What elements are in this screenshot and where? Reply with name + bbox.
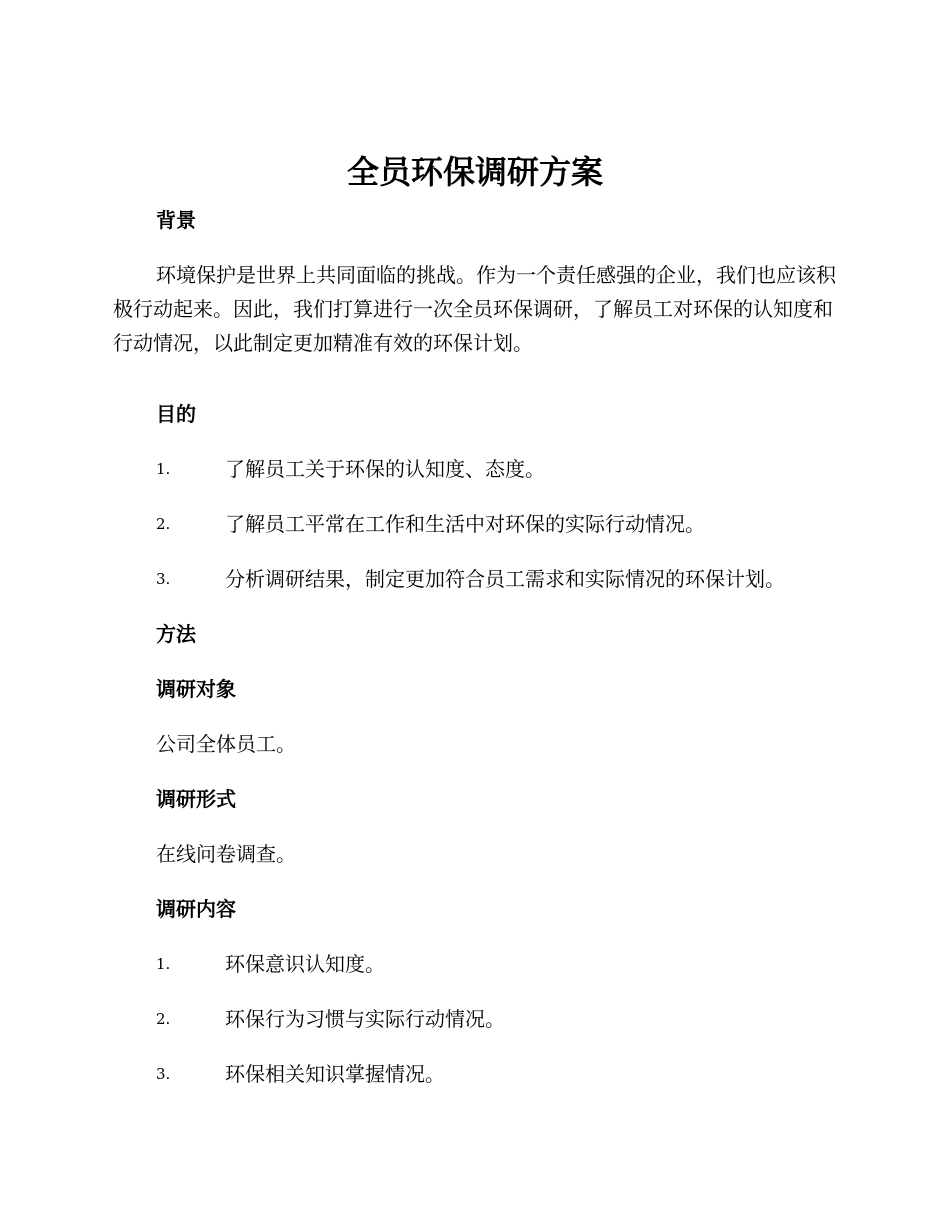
method-heading: 方法 xyxy=(156,622,196,646)
content-list-item xyxy=(156,1005,856,1033)
survey-target-heading: 调研对象 xyxy=(156,677,236,701)
purpose-list-item xyxy=(156,565,856,593)
survey-target-text: 公司全体员工。 xyxy=(156,732,296,756)
content-list-item xyxy=(156,950,856,978)
list-item-text: 环保相关知识掌握情况。 xyxy=(225,1062,445,1086)
background-heading: 背景 xyxy=(156,208,196,232)
list-number: 3. xyxy=(156,1065,171,1083)
list-number: 1. xyxy=(156,955,171,973)
purpose-list-item xyxy=(156,455,856,483)
survey-form-text: 在线问卷调查。 xyxy=(156,842,296,866)
purpose-list-item xyxy=(156,510,856,538)
list-item-text: 了解员工平常在工作和生活中对环保的实际行动情况。 xyxy=(225,512,705,536)
list-number: 2. xyxy=(156,515,171,533)
purpose-heading: 目的 xyxy=(156,402,196,426)
background-paragraph: 环境保护是世界上共同面临的挑战。作为一个责任感强的企业，我们也应该积极行动起来。因此，我们打算进行一次全员环保调研，了解员工对环保的认知度和行动情况，以此制定更加精准有效的环保计划。 xyxy=(113,263,836,355)
list-item-text: 环保意识认知度。 xyxy=(225,952,385,976)
list-item-text: 环保行为习惯与实际行动情况。 xyxy=(225,1007,505,1031)
list-number: 2. xyxy=(156,1010,171,1028)
list-item-text: 分析调研结果，制定更加符合员工需求和实际情况的环保计划。 xyxy=(225,567,785,591)
list-number: 3. xyxy=(156,570,171,588)
survey-content-heading: 调研内容 xyxy=(156,897,236,921)
content-list-item xyxy=(156,1060,856,1088)
list-item-text: 了解员工关于环保的认知度、态度。 xyxy=(225,457,545,481)
list-number: 1. xyxy=(156,460,171,478)
document-title: 全员环保调研方案 xyxy=(346,153,603,191)
survey-form-heading: 调研形式 xyxy=(156,787,236,811)
